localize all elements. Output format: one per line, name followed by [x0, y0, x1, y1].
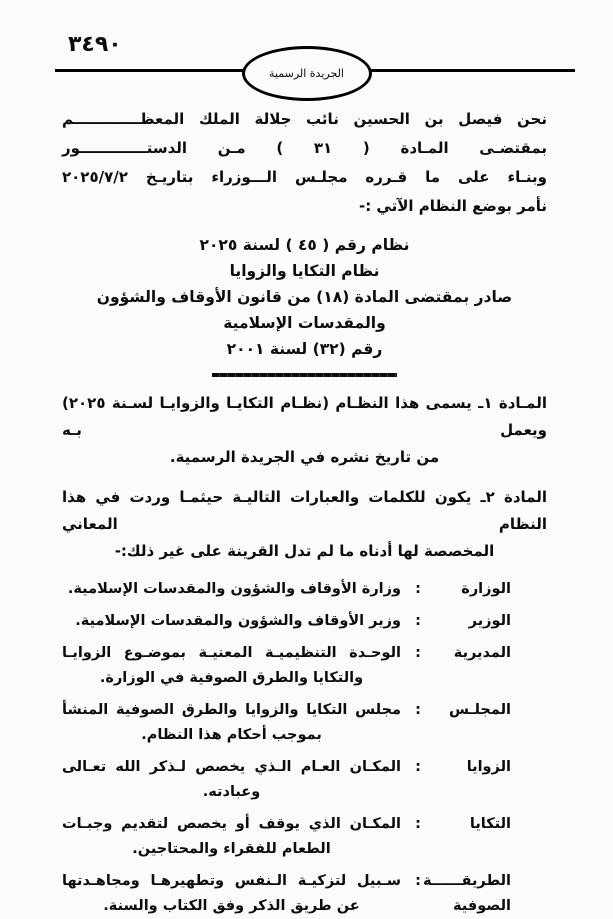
- definition-term: المديرية: [453, 645, 511, 661]
- definition-term: التكايا: [469, 816, 511, 832]
- definition-row-takaya: [62, 812, 547, 862]
- definition-text-line: والتكايا والطرق الصوفية في الوزارة.: [99, 670, 364, 686]
- definition-text: [62, 869, 401, 919]
- regulation-title-block: [62, 232, 547, 362]
- definition-text-line: الطعام للفقراء والمحتاجين.: [132, 841, 331, 857]
- definition-colon: :: [415, 613, 421, 629]
- definition-row-council: [62, 698, 547, 748]
- definition-text: [62, 641, 401, 691]
- definition-text: [62, 609, 401, 634]
- definition-row-ministry: [62, 577, 547, 602]
- definition-text-line: سـبيل لتزكيـة الـنفس وتطهيرهـا ومجاهـدتها: [62, 873, 401, 889]
- definition-row-zawaya: [62, 755, 547, 805]
- definition-text-line: المكـان العـام الـذي يخصص لـذكر الله تعـالى: [62, 759, 401, 775]
- article-2-line-2: المخصصة لها أدناه ما لم تدل القرينة على غير ذلك:-: [114, 542, 495, 560]
- legal-basis-line-1: صادر بمقتضى المادة (١٨) من قانون الأوقاف والشؤون والمقدسات الإسلامية: [96, 288, 513, 332]
- regulation-number-title: نظام رقم ( ٤٥ ) لسنة ٢٠٢٥: [199, 236, 410, 254]
- page-number: ٣٤٩٠: [68, 32, 122, 57]
- gazette-title: الجريدة الرسمية: [269, 67, 344, 80]
- definition-term-line: الصوفية: [453, 898, 511, 914]
- preamble-line-article31: بمقتضـى المـادة ( ٣١ ) مـن الدستـــــــــــــور: [62, 139, 548, 157]
- definition-colon: :: [415, 645, 421, 661]
- article-1-line-1: المـادة ١ـ يسمى هذا النظـام (نظـام التكايـا والزوايـا لسـنة ٢٠٢٥) ويعمل بـه: [62, 394, 547, 439]
- preamble-line-cabinet: وبنـاء على ما قـرره مجلـس الـــوزراء بتاريـخ ٢٠٢٥/٧/٢: [62, 168, 547, 186]
- definition-text-line: وزير الأوقاف والشؤون والمقدسات الإسلامية.: [75, 613, 401, 629]
- royal-preamble: [62, 105, 547, 221]
- preamble-line-order: نأمر بوضع النظام الآتي :-: [358, 197, 547, 215]
- definition-text-line: عن طريق الذكر وفق الكتاب والسنة.: [103, 898, 360, 914]
- legal-basis-line-2: رقم (٣٢) لسنة ٢٠٠١: [226, 340, 383, 358]
- definition-term-line: الطريقــــــة: [423, 873, 511, 889]
- definition-text-line: وزارة الأوقاف والشؤون والمقدسات الإسلامية.: [67, 581, 401, 597]
- definition-colon: :: [415, 759, 421, 775]
- definitions-list: [62, 577, 547, 919]
- definition-colon: :: [415, 816, 421, 832]
- section-divider: [212, 373, 397, 377]
- definition-text: [62, 577, 401, 602]
- definition-text: [62, 755, 401, 805]
- definition-text: [62, 812, 401, 862]
- article-1: [62, 390, 547, 471]
- definition-colon: :: [415, 873, 421, 889]
- regulation-name-title: نظام التكايا والزوايا: [229, 262, 380, 280]
- definition-term: الزوايا: [466, 759, 511, 775]
- definition-term: المجلـس: [449, 702, 511, 718]
- definition-colon: :: [415, 702, 421, 718]
- article-2: [62, 484, 547, 565]
- definition-text: [62, 698, 401, 748]
- gazette-oval: [242, 46, 372, 101]
- definition-text-line: المكـان الذي يوقف أو يخصص لتقديم وجبـات: [62, 816, 401, 832]
- definition-term: الوزير: [468, 613, 511, 629]
- article-1-line-2: من تاريخ نشره في الجريدة الرسمية.: [169, 448, 440, 466]
- definition-text-line: الوحـدة التنظيميـة المعنيـة بموضـوع الزوايـا: [62, 645, 401, 661]
- definition-row-sufi-path: [62, 869, 547, 919]
- definition-row-directorate: [62, 641, 547, 691]
- page-content: [62, 105, 547, 919]
- definition-text-line: بموجب أحكام هذا النظام.: [141, 727, 322, 743]
- definition-text-line: وعبادته.: [202, 784, 261, 800]
- preamble-line-regent: نحن فيصل بن الحسين نائب جلالة الملك المعظـــــــــــــم: [62, 110, 547, 128]
- page-header: [0, 0, 613, 100]
- definition-colon: :: [415, 581, 421, 597]
- definition-row-minister: [62, 609, 547, 634]
- definition-term: الوزارة: [461, 581, 511, 597]
- definition-text-line: مجلس التكايا والزوايا والطرق الصوفية المنشأ: [62, 702, 401, 718]
- definition-term: [423, 869, 511, 919]
- article-2-line-1: المادة ٢ـ يكون للكلمات والعبارات التاليـة حيثمـا وردت في هذا النظام المعاني: [62, 488, 547, 533]
